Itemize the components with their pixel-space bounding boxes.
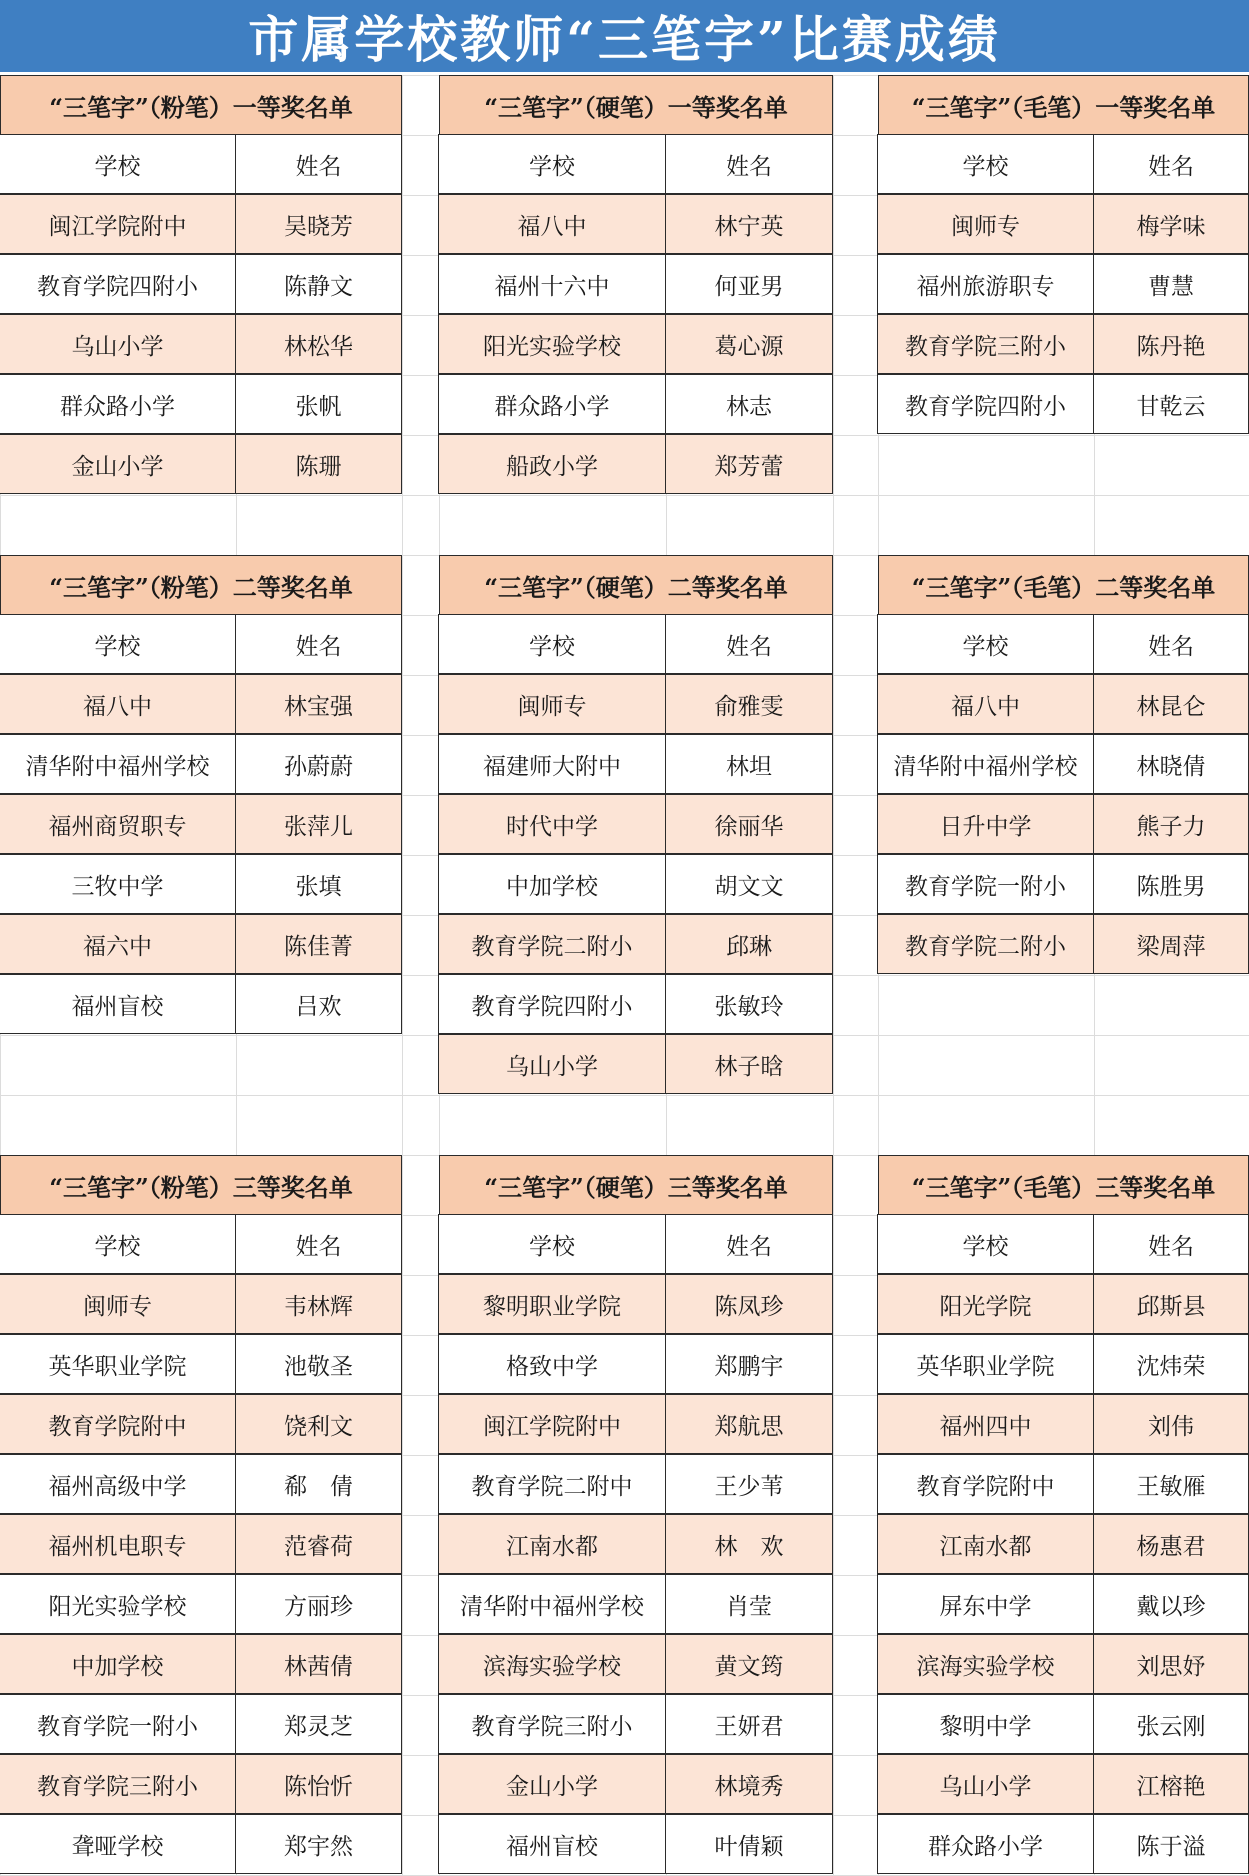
school-cell: 福八中 bbox=[877, 674, 1094, 734]
school-cell: 滨海实验学校 bbox=[877, 1634, 1094, 1694]
table-row bbox=[878, 1275, 1249, 1335]
header-name: 姓名 bbox=[235, 614, 402, 674]
name-cell: 郑鹏宇 bbox=[665, 1334, 833, 1394]
school-cell: 屏东中学 bbox=[877, 1574, 1094, 1634]
table-row bbox=[439, 255, 833, 315]
school-cell: 福州机电职专 bbox=[0, 1514, 236, 1574]
school-cell: 教育学院四附小 bbox=[877, 374, 1094, 434]
school-cell: 闽师专 bbox=[877, 194, 1094, 254]
table-row bbox=[439, 735, 833, 795]
name-cell: 林宁英 bbox=[665, 194, 833, 254]
table-row bbox=[439, 315, 833, 375]
school-cell: 教育学院四附小 bbox=[0, 254, 236, 314]
name-cell: 张填 bbox=[235, 854, 402, 914]
table-row bbox=[0, 435, 402, 495]
school-cell: 福州高级中学 bbox=[0, 1454, 236, 1514]
name-cell: 陈于溢 bbox=[1093, 1814, 1249, 1874]
header-school: 学校 bbox=[438, 1214, 666, 1274]
school-cell: 教育学院四附小 bbox=[438, 974, 666, 1034]
table-row bbox=[0, 315, 402, 375]
header-name: 姓名 bbox=[1093, 1214, 1249, 1274]
header-row bbox=[439, 615, 833, 675]
school-cell: 乌山小学 bbox=[438, 1034, 666, 1094]
table-row bbox=[439, 1515, 833, 1575]
name-cell: 饶利文 bbox=[235, 1394, 402, 1454]
table-row bbox=[439, 915, 833, 975]
award-panel bbox=[439, 75, 833, 495]
header-row bbox=[0, 615, 402, 675]
name-cell: 张云刚 bbox=[1093, 1694, 1249, 1754]
school-cell: 福州四中 bbox=[877, 1394, 1094, 1454]
name-cell: 郗 倩 bbox=[235, 1454, 402, 1514]
name-cell: 郑航思 bbox=[665, 1394, 833, 1454]
table-row bbox=[439, 1335, 833, 1395]
name-cell: 林志 bbox=[665, 374, 833, 434]
name-cell: 王妍君 bbox=[665, 1694, 833, 1754]
header-row bbox=[878, 1215, 1249, 1275]
table-row bbox=[439, 1455, 833, 1515]
table-row bbox=[878, 375, 1249, 435]
school-cell: 英华职业学院 bbox=[877, 1334, 1094, 1394]
school-cell: 福八中 bbox=[438, 194, 666, 254]
table-row bbox=[439, 675, 833, 735]
table-row bbox=[0, 375, 402, 435]
table-row bbox=[439, 195, 833, 255]
school-cell: 时代中学 bbox=[438, 794, 666, 854]
school-cell: 群众路小学 bbox=[877, 1814, 1094, 1874]
name-cell: 陈佳菁 bbox=[235, 914, 402, 974]
table-row bbox=[0, 675, 402, 735]
table-row bbox=[878, 1515, 1249, 1575]
name-cell: 杨惠君 bbox=[1093, 1514, 1249, 1574]
school-cell: 格致中学 bbox=[438, 1334, 666, 1394]
name-cell: 戴以珍 bbox=[1093, 1574, 1249, 1634]
table-row bbox=[439, 435, 833, 495]
school-cell: 福州十六中 bbox=[438, 254, 666, 314]
grid-row-line bbox=[0, 495, 1249, 496]
table-row bbox=[439, 1815, 833, 1875]
header-name: 姓名 bbox=[665, 1214, 833, 1274]
panel-title: “三笔字”（硬笔）三等奖名单 bbox=[439, 1155, 833, 1215]
table-row bbox=[0, 795, 402, 855]
award-panel bbox=[0, 1155, 402, 1875]
name-cell: 刘伟 bbox=[1093, 1394, 1249, 1454]
name-cell: 梅学味 bbox=[1093, 194, 1249, 254]
school-cell: 乌山小学 bbox=[0, 314, 236, 374]
award-panel bbox=[0, 75, 402, 495]
school-cell: 福州旅游职专 bbox=[877, 254, 1094, 314]
name-cell: 池敬圣 bbox=[235, 1334, 402, 1394]
school-cell: 群众路小学 bbox=[438, 374, 666, 434]
school-cell: 教育学院三附小 bbox=[438, 1694, 666, 1754]
panel-title: “三笔字”（粉笔）二等奖名单 bbox=[0, 555, 402, 615]
award-panel bbox=[878, 1155, 1249, 1875]
name-cell: 徐丽华 bbox=[665, 794, 833, 854]
school-cell: 阳光实验学校 bbox=[0, 1574, 236, 1634]
table-row bbox=[0, 1695, 402, 1755]
school-cell: 教育学院二附小 bbox=[438, 914, 666, 974]
school-cell: 清华附中福州学校 bbox=[438, 1574, 666, 1634]
name-cell: 叶倩颖 bbox=[665, 1814, 833, 1874]
school-cell: 日升中学 bbox=[877, 794, 1094, 854]
name-cell: 陈丹艳 bbox=[1093, 314, 1249, 374]
name-cell: 刘思妤 bbox=[1093, 1634, 1249, 1694]
table-row bbox=[878, 1455, 1249, 1515]
name-cell: 曹慧 bbox=[1093, 254, 1249, 314]
table-row bbox=[878, 315, 1249, 375]
name-cell: 陈怡忻 bbox=[235, 1754, 402, 1814]
name-cell: 邱斯县 bbox=[1093, 1274, 1249, 1334]
table-row bbox=[0, 735, 402, 795]
header-row bbox=[878, 135, 1249, 195]
name-cell: 林松华 bbox=[235, 314, 402, 374]
name-cell: 江榕艳 bbox=[1093, 1754, 1249, 1814]
name-cell: 张敏玲 bbox=[665, 974, 833, 1034]
table-row bbox=[0, 1635, 402, 1695]
school-cell: 聋哑学校 bbox=[0, 1814, 236, 1874]
school-cell: 教育学院二附中 bbox=[438, 1454, 666, 1514]
table-row bbox=[439, 1275, 833, 1335]
name-cell: 邱琳 bbox=[665, 914, 833, 974]
panel-title: “三笔字”（粉笔）一等奖名单 bbox=[0, 75, 402, 135]
award-panel bbox=[878, 555, 1249, 975]
name-cell: 林宝强 bbox=[235, 674, 402, 734]
panel-title: “三笔字”（硬笔）二等奖名单 bbox=[439, 555, 833, 615]
header-row bbox=[0, 1215, 402, 1275]
school-cell: 教育学院一附小 bbox=[877, 854, 1094, 914]
school-cell: 闽江学院附中 bbox=[438, 1394, 666, 1454]
school-cell: 福建师大附中 bbox=[438, 734, 666, 794]
table-row bbox=[0, 255, 402, 315]
table-row bbox=[439, 1035, 833, 1095]
header-school: 学校 bbox=[0, 134, 236, 194]
table-row bbox=[439, 795, 833, 855]
school-cell: 船政小学 bbox=[438, 434, 666, 494]
name-cell: 林境秀 bbox=[665, 1754, 833, 1814]
header-row bbox=[439, 1215, 833, 1275]
table-row bbox=[0, 195, 402, 255]
name-cell: 肖莹 bbox=[665, 1574, 833, 1634]
table-row bbox=[878, 795, 1249, 855]
table-row bbox=[0, 1455, 402, 1515]
name-cell: 林晓倩 bbox=[1093, 734, 1249, 794]
name-cell: 孙蔚蔚 bbox=[235, 734, 402, 794]
name-cell: 黄文筠 bbox=[665, 1634, 833, 1694]
table-row bbox=[439, 975, 833, 1035]
table-row bbox=[0, 1335, 402, 1395]
name-cell: 沈炜荣 bbox=[1093, 1334, 1249, 1394]
name-cell: 吴晓芳 bbox=[235, 194, 402, 254]
name-cell: 陈静文 bbox=[235, 254, 402, 314]
school-cell: 福州盲校 bbox=[0, 974, 236, 1034]
name-cell: 陈珊 bbox=[235, 434, 402, 494]
table-row bbox=[0, 1575, 402, 1635]
table-row bbox=[0, 1515, 402, 1575]
school-cell: 滨海实验学校 bbox=[438, 1634, 666, 1694]
name-cell: 熊子力 bbox=[1093, 794, 1249, 854]
school-cell: 教育学院三附小 bbox=[877, 314, 1094, 374]
header-name: 姓名 bbox=[665, 134, 833, 194]
name-cell: 胡文文 bbox=[665, 854, 833, 914]
school-cell: 福州商贸职专 bbox=[0, 794, 236, 854]
award-panel bbox=[439, 1155, 833, 1875]
name-cell: 何亚男 bbox=[665, 254, 833, 314]
table-row bbox=[0, 1755, 402, 1815]
school-cell: 金山小学 bbox=[438, 1754, 666, 1814]
table-row bbox=[878, 675, 1249, 735]
header-row bbox=[878, 615, 1249, 675]
header-name: 姓名 bbox=[235, 134, 402, 194]
table-row bbox=[439, 375, 833, 435]
header-name: 姓名 bbox=[1093, 614, 1249, 674]
header-name: 姓名 bbox=[665, 614, 833, 674]
school-cell: 阳光实验学校 bbox=[438, 314, 666, 374]
name-cell: 郑芳蕾 bbox=[665, 434, 833, 494]
school-cell: 三牧中学 bbox=[0, 854, 236, 914]
name-cell: 甘乾云 bbox=[1093, 374, 1249, 434]
header-school: 学校 bbox=[877, 134, 1094, 194]
table-row bbox=[0, 1395, 402, 1455]
table-row bbox=[439, 855, 833, 915]
school-cell: 教育学院二附小 bbox=[877, 914, 1094, 974]
name-cell: 方丽珍 bbox=[235, 1574, 402, 1634]
header-school: 学校 bbox=[877, 614, 1094, 674]
header-row bbox=[439, 135, 833, 195]
header-name: 姓名 bbox=[1093, 134, 1249, 194]
header-name: 姓名 bbox=[235, 1214, 402, 1274]
table-row bbox=[878, 255, 1249, 315]
school-cell: 黎明中学 bbox=[877, 1694, 1094, 1754]
name-cell: 郑宇然 bbox=[235, 1814, 402, 1874]
school-cell: 江南水都 bbox=[877, 1514, 1094, 1574]
panel-title: “三笔字”（毛笔）三等奖名单 bbox=[878, 1155, 1249, 1215]
school-cell: 清华附中福州学校 bbox=[0, 734, 236, 794]
name-cell: 林昆仑 bbox=[1093, 674, 1249, 734]
name-cell: 俞雅雯 bbox=[665, 674, 833, 734]
school-cell: 福州盲校 bbox=[438, 1814, 666, 1874]
table-row bbox=[878, 1755, 1249, 1815]
name-cell: 林 欢 bbox=[665, 1514, 833, 1574]
school-cell: 教育学院附中 bbox=[877, 1454, 1094, 1514]
award-panel bbox=[878, 75, 1249, 435]
table-row bbox=[878, 1635, 1249, 1695]
school-cell: 中加学校 bbox=[438, 854, 666, 914]
table-row bbox=[439, 1755, 833, 1815]
table-row bbox=[439, 1635, 833, 1695]
school-cell: 乌山小学 bbox=[877, 1754, 1094, 1814]
school-cell: 群众路小学 bbox=[0, 374, 236, 434]
name-cell: 梁周萍 bbox=[1093, 914, 1249, 974]
header-school: 学校 bbox=[438, 134, 666, 194]
name-cell: 陈凤珍 bbox=[665, 1274, 833, 1334]
table-row bbox=[0, 1275, 402, 1335]
school-cell: 教育学院一附小 bbox=[0, 1694, 236, 1754]
header-school: 学校 bbox=[877, 1214, 1094, 1274]
school-cell: 闽师专 bbox=[0, 1274, 236, 1334]
name-cell: 张萍儿 bbox=[235, 794, 402, 854]
panel-title: “三笔字”（硬笔）一等奖名单 bbox=[439, 75, 833, 135]
school-cell: 黎明职业学院 bbox=[438, 1274, 666, 1334]
page-title: 市属学校教师“三笔字”比赛成绩 bbox=[0, 0, 1249, 72]
table-row bbox=[878, 1815, 1249, 1875]
award-panel bbox=[0, 555, 402, 1035]
school-cell: 清华附中福州学校 bbox=[877, 734, 1094, 794]
name-cell: 张帆 bbox=[235, 374, 402, 434]
award-panel bbox=[439, 555, 833, 1095]
header-school: 学校 bbox=[0, 1214, 236, 1274]
table-row bbox=[878, 915, 1249, 975]
grid-row-line bbox=[0, 1095, 1249, 1096]
school-cell: 阳光学院 bbox=[877, 1274, 1094, 1334]
table-row bbox=[0, 975, 402, 1035]
school-cell: 福六中 bbox=[0, 914, 236, 974]
table-row bbox=[878, 735, 1249, 795]
school-cell: 江南水都 bbox=[438, 1514, 666, 1574]
name-cell: 韦林辉 bbox=[235, 1274, 402, 1334]
panel-title: “三笔字”（毛笔）一等奖名单 bbox=[878, 75, 1249, 135]
school-cell: 金山小学 bbox=[0, 434, 236, 494]
table-row bbox=[439, 1695, 833, 1755]
name-cell: 范睿荷 bbox=[235, 1514, 402, 1574]
table-row bbox=[878, 855, 1249, 915]
school-cell: 中加学校 bbox=[0, 1634, 236, 1694]
name-cell: 王少苇 bbox=[665, 1454, 833, 1514]
name-cell: 林子晗 bbox=[665, 1034, 833, 1094]
table-row bbox=[0, 855, 402, 915]
school-cell: 教育学院三附小 bbox=[0, 1754, 236, 1814]
school-cell: 英华职业学院 bbox=[0, 1334, 236, 1394]
school-cell: 教育学院附中 bbox=[0, 1394, 236, 1454]
panel-title: “三笔字”（毛笔）二等奖名单 bbox=[878, 555, 1249, 615]
name-cell: 吕欢 bbox=[235, 974, 402, 1034]
table-row bbox=[878, 1335, 1249, 1395]
name-cell: 林坦 bbox=[665, 734, 833, 794]
name-cell: 葛心源 bbox=[665, 314, 833, 374]
name-cell: 林茜倩 bbox=[235, 1634, 402, 1694]
header-school: 学校 bbox=[438, 614, 666, 674]
header-school: 学校 bbox=[0, 614, 236, 674]
table-row bbox=[878, 1575, 1249, 1635]
table-row bbox=[878, 195, 1249, 255]
school-cell: 闽江学院附中 bbox=[0, 194, 236, 254]
school-cell: 闽师专 bbox=[438, 674, 666, 734]
name-cell: 陈胜男 bbox=[1093, 854, 1249, 914]
name-cell: 郑灵芝 bbox=[235, 1694, 402, 1754]
school-cell: 福八中 bbox=[0, 674, 236, 734]
name-cell: 王敏雁 bbox=[1093, 1454, 1249, 1514]
table-row bbox=[0, 1815, 402, 1875]
table-row bbox=[439, 1575, 833, 1635]
header-row bbox=[0, 135, 402, 195]
table-row bbox=[0, 915, 402, 975]
table-row bbox=[878, 1695, 1249, 1755]
table-row bbox=[439, 1395, 833, 1455]
table-row bbox=[878, 1395, 1249, 1455]
panel-title: “三笔字”（粉笔）三等奖名单 bbox=[0, 1155, 402, 1215]
